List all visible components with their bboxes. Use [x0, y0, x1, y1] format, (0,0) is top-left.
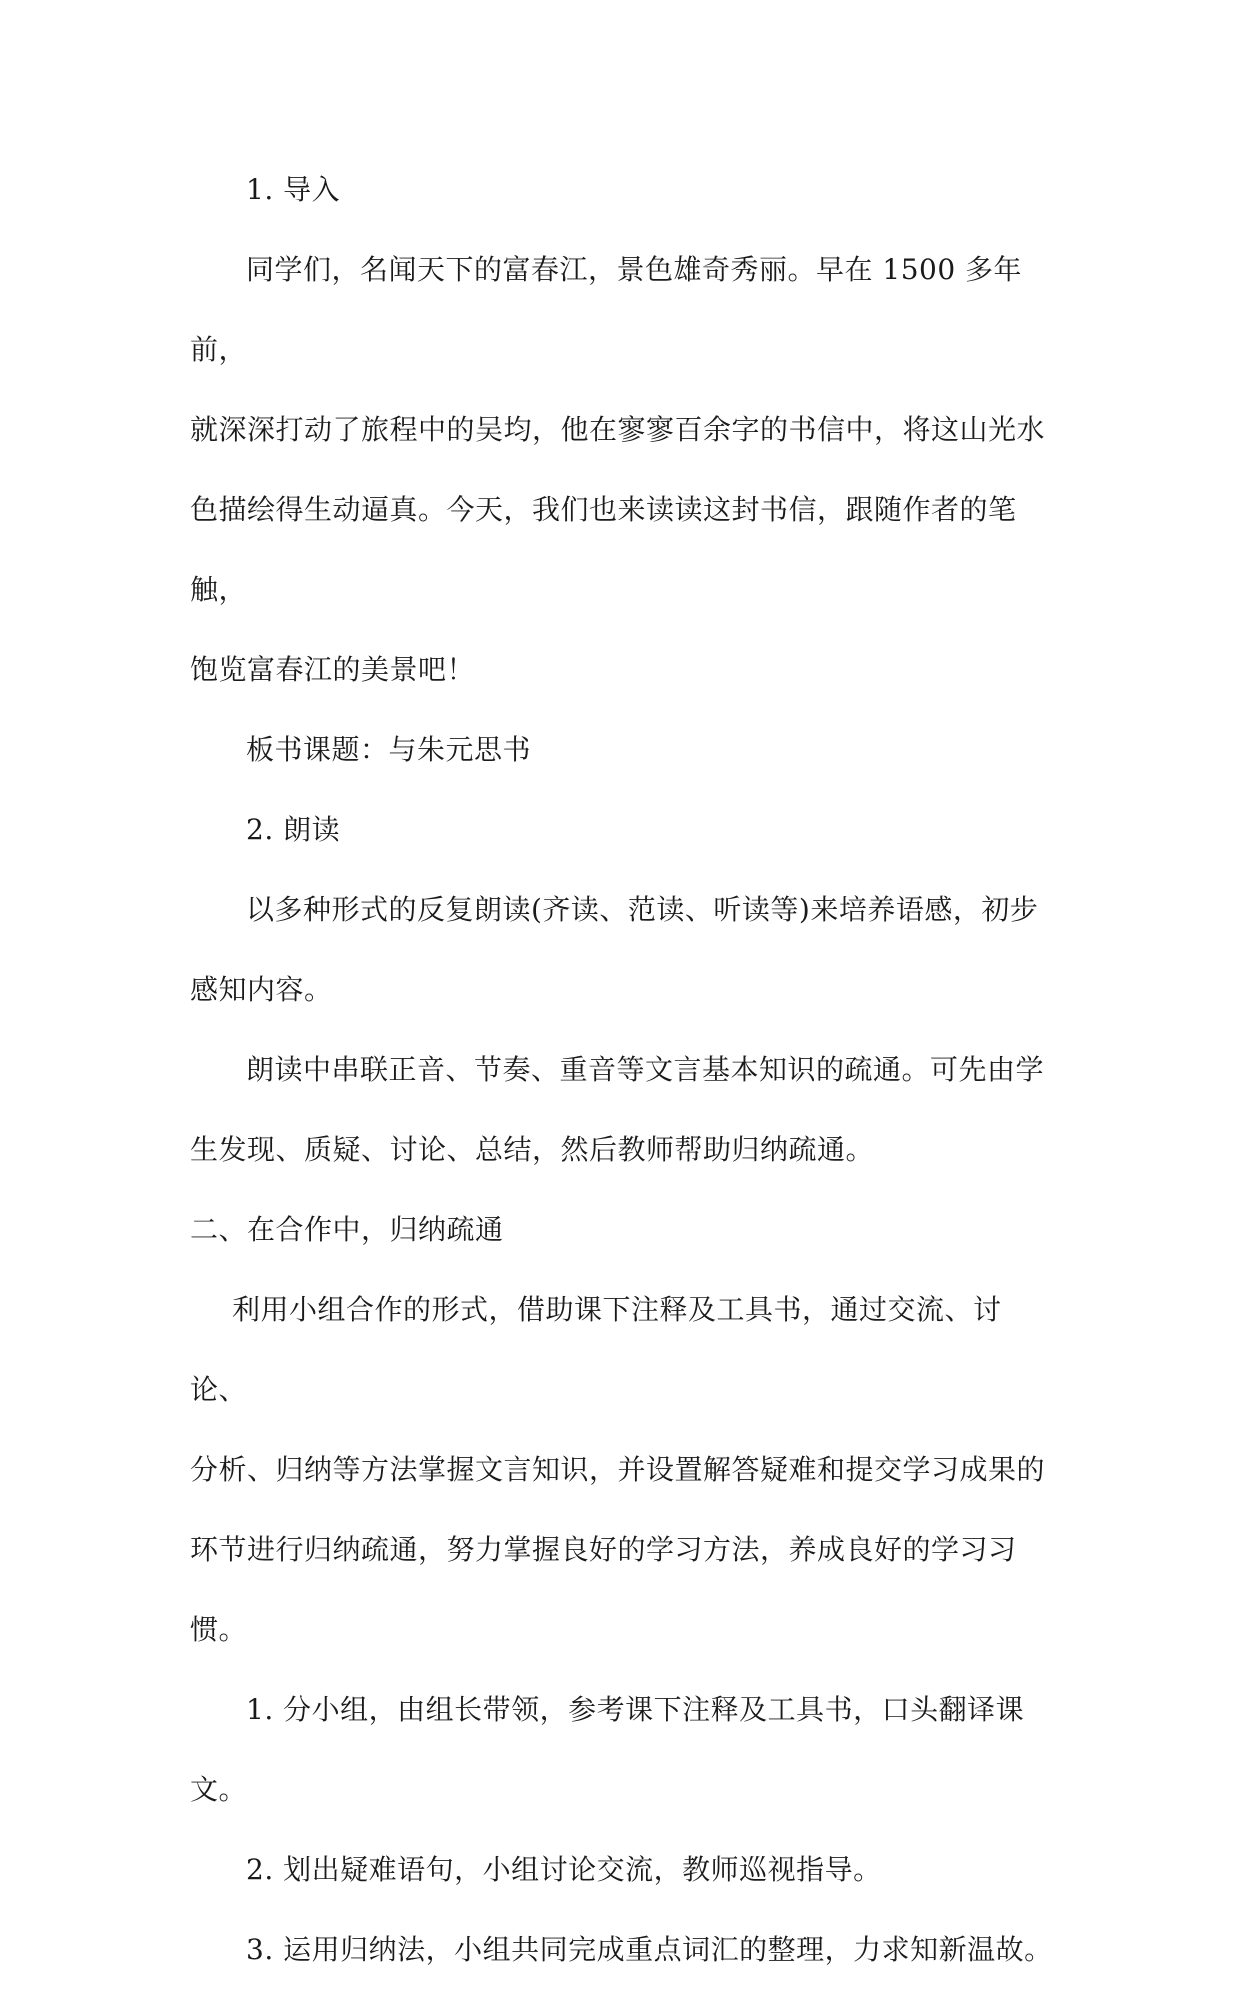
intro-paragraph [190, 230, 1056, 710]
reading-line-1: 以多种形式的反复朗读(齐读、范读、听读等)来培养语感，初步 [246, 893, 1039, 926]
task-2: 2. 划出疑难语句，小组讨论交流，教师巡视指导。 [246, 1853, 882, 1886]
step-2-heading: 2. 朗读 [246, 813, 341, 846]
intro-line-4: 饱览富春江的美景吧！ [190, 653, 476, 686]
intro-line-2: 就深深打动了旅程中的吴均，他在寥寥百余字的书信中，将这山光水 [190, 413, 1046, 446]
task-1: 1. 分小组，由组长带领，参考课下注释及工具书，口头翻译课文。 [190, 1693, 1025, 1806]
reading-knowledge-paragraph [190, 1030, 1056, 1190]
intro-line-1: 同学们，名闻天下的富春江，景色雄奇秀丽。早在 1500 多年前， [190, 253, 1023, 366]
cooperation-line-3: 环节进行归纳疏通，努力掌握良好的学习方法，养成良好的学习习惯。 [190, 1533, 1017, 1646]
document-page [190, 150, 1056, 1990]
cooperation-line-2: 分析、归纳等方法掌握文言知识，并设置解答疑难和提交学习成果的 [190, 1453, 1046, 1486]
reading-knowledge-line-1: 朗读中串联正音、节奏、重音等文言基本知识的疏通。可先由学 [246, 1053, 1045, 1086]
cooperation-paragraph [190, 1270, 1056, 1670]
board-title: 板书课题：与朱元思书 [246, 733, 532, 766]
reading-line-2: 感知内容。 [190, 973, 333, 1006]
intro-line-3: 色描绘得生动逼真。今天，我们也来读读这封书信，跟随作者的笔触， [190, 493, 1017, 606]
section-2-heading: 二、在合作中，归纳疏通 [190, 1213, 504, 1246]
reading-paragraph [190, 870, 1056, 1030]
reading-knowledge-line-2: 生发现、质疑、讨论、总结，然后教师帮助归纳疏通。 [190, 1133, 875, 1166]
step-1-heading: 1. 导入 [246, 173, 341, 206]
cooperation-line-1: 利用小组合作的形式，借助课下注释及工具书，通过交流、讨论、 [190, 1293, 1002, 1406]
task-3: 3. 运用归纳法，小组共同完成重点词汇的整理，力求知新温故。 [246, 1933, 1053, 1966]
